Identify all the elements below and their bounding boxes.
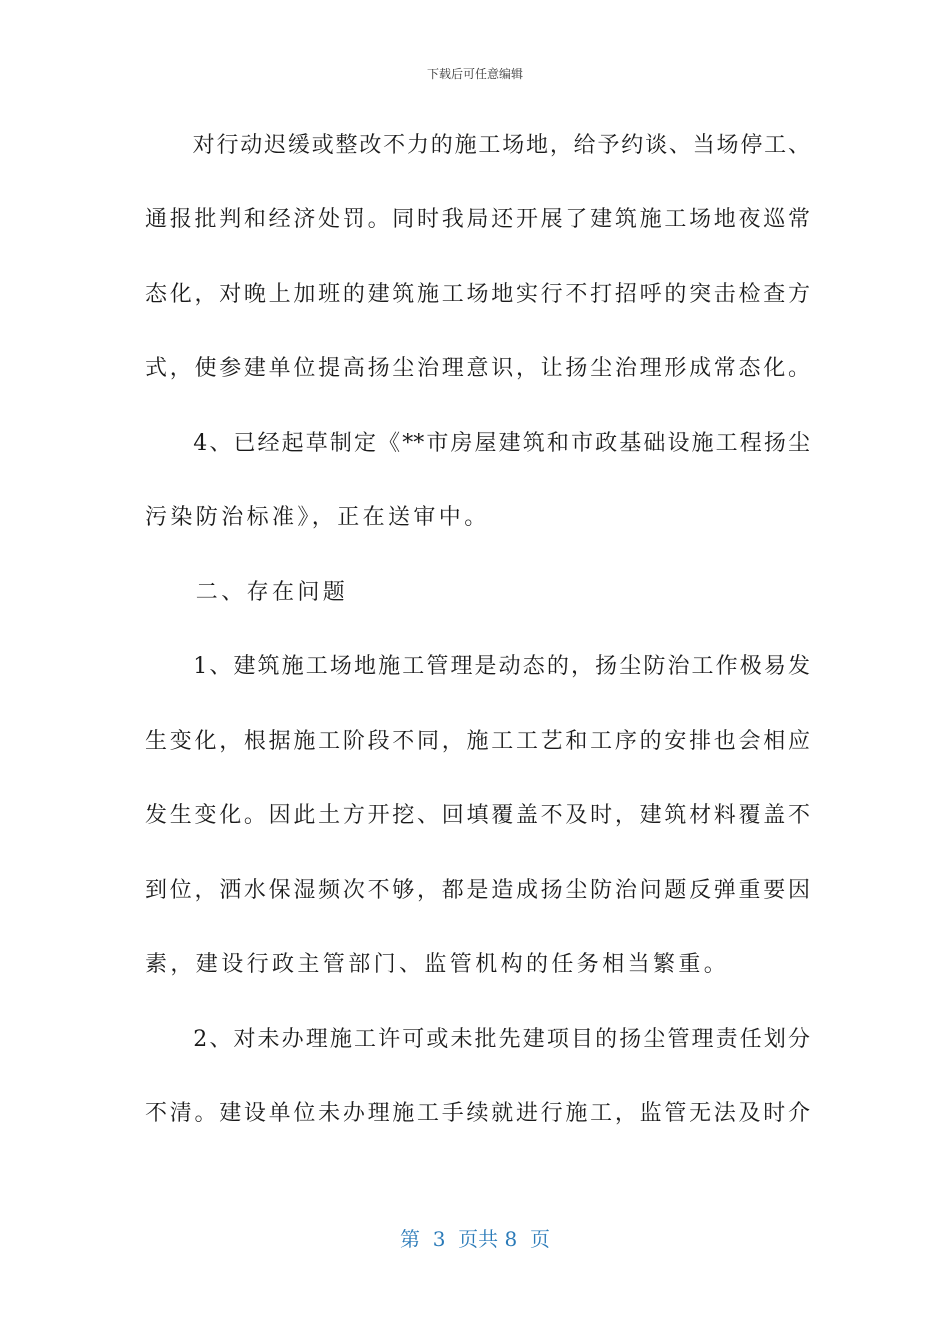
section-heading: 二、存在问题 [145,580,349,605]
page-header: 下载后可任意编辑 [426,67,523,81]
paragraph-line: 素，建设行政主管部门、监管机构的任务相当繁重。 [145,952,730,977]
paragraph-line: 4、已经起草制定《**市房屋建筑和市政基础设施工程扬尘 [145,431,810,456]
paragraph-line: 对行动迟缓或整改不力的施工场地，给予约谈、当场停工、 [145,133,810,158]
paragraph-line: 态化，对晚上加班的建筑施工场地实行不打招呼的突击检查方 [145,282,810,307]
paragraph-line: 发生变化。因此土方开挖、回填覆盖不及时，建筑材料覆盖不 [145,803,810,828]
paragraph-line: 生变化，根据施工阶段不同，施工工艺和工序的安排也会相应 [145,729,810,754]
page-number-footer: 第 3 页共 8 页 [400,1227,550,1251]
paragraph-line: 2、对未办理施工许可或未批先建项目的扬尘管理责任划分 [145,1027,810,1052]
paragraph-line: 式，使参建单位提高扬尘治理意识，让扬尘治理形成常态化。 [145,356,810,381]
paragraph-line: 1、建筑施工场地施工管理是动态的，扬尘防治工作极易发 [145,654,810,679]
paragraph-line: 不清。建设单位未办理施工手续就进行施工，监管无法及时介 [145,1101,810,1126]
paragraph-line: 到位，洒水保湿频次不够，都是造成扬尘防治问题反弹重要因 [145,878,810,903]
paragraph-line: 污染防治标准》，正在送审中。 [145,505,490,530]
paragraph-line: 通报批判和经济处罚。同时我局还开展了建筑施工场地夜巡常 [145,207,810,232]
